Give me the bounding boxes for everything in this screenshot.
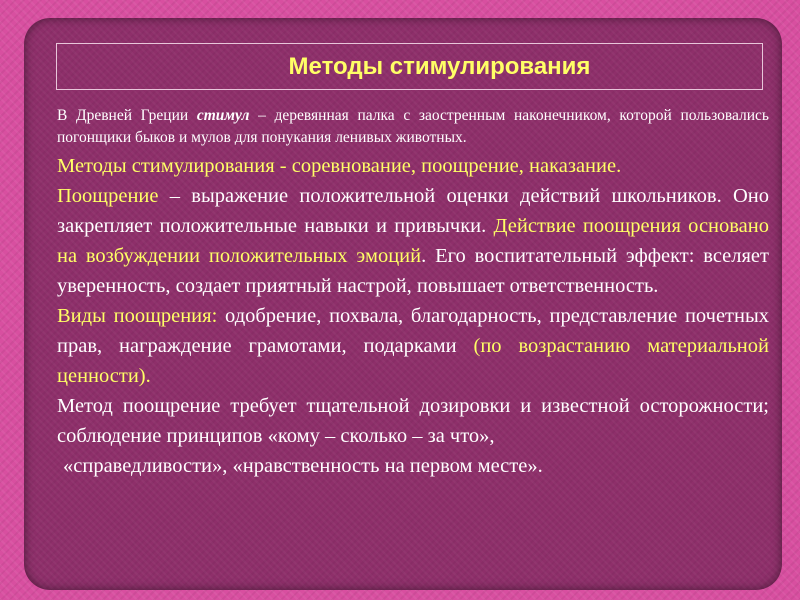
types-term: Виды поощрения: <box>57 305 218 327</box>
encouragement-text1: – выражение положительной оценки действий школьников. Оно закрепляет положительные навыки и привычки. <box>57 185 769 237</box>
slide-title: Методы стимулирования <box>288 52 591 80</box>
encouragement-text2: . Его воспитательный эффект: вселяет уверенность, создает приятный настрой, повышает ответственность. <box>57 245 769 297</box>
intro-after: – деревянная палка с заостренным наконечником, которой пользовались погонщики быков и мулов для понукания ленивых животных. <box>57 107 769 146</box>
intro-before: В Древней Греции <box>57 107 197 124</box>
methods-line: Методы стимулирования - соревнование, поощрение, наказание. <box>57 155 622 177</box>
method-line1: Метод поощрение требует тщательной дозировки и известной осторожности; соблюдение принципов «кому – сколько – за что», <box>57 395 769 447</box>
types-paragraph <box>57 301 769 391</box>
intro-paragraph <box>57 105 769 149</box>
method-line2: «справедливости», «нравственность на первом месте». <box>63 455 543 477</box>
method-paragraph <box>57 391 769 481</box>
intro-term: стимул <box>196 107 250 124</box>
types-text: одобрение, похвала, благодарность, представление почетных прав, награждение грамотами, подарками <box>57 305 769 357</box>
types-highlight: (по возрастанию материальной ценности). <box>57 335 769 387</box>
slide-content <box>57 105 769 481</box>
encouragement-highlight: Действие поощрения основано на возбуждении положительных эмоций <box>57 215 769 267</box>
title-box <box>56 43 763 90</box>
encouragement-term: Поощрение <box>57 185 159 207</box>
encouragement-paragraph <box>57 181 769 301</box>
